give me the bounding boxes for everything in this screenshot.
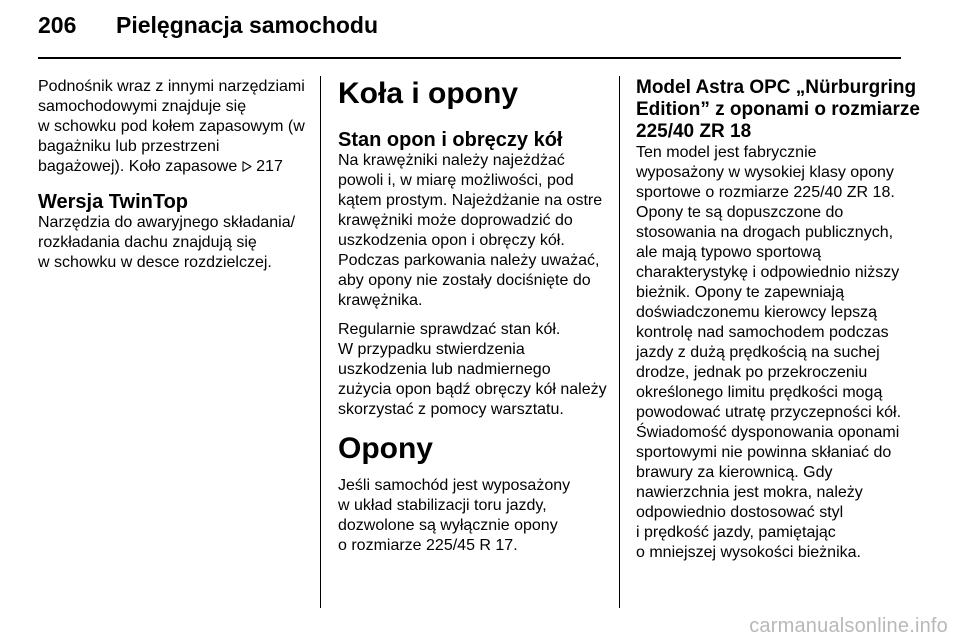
curb-paragraph [338,151,606,311]
text-line [38,157,306,177]
stability-paragraph [338,476,606,556]
text-line: odpowiednio dostosować styl [636,504,844,521]
text-line: nawierzchnia jest mokra, należy [636,484,863,501]
text-line: bagażniku lub przestrzeni [38,138,220,155]
subsection-heading-opc [636,77,920,143]
text-line: Narzędzia do awaryjnego składania/ [38,214,296,231]
text-line: kontrolę nad samochodem podczas [636,324,889,341]
text-line: stosowania na drogach publicznych, [636,224,894,241]
text-line: rozkładania dachu znajdują się [38,234,257,251]
chapter-title: Pielęgnacja samochodu [116,12,379,38]
twintop-paragraph [38,213,306,273]
text-line: uszkodzenia opon i obręczy kół. [338,232,565,249]
text-line: zużycia opon bądź obręczy kół należy [338,381,607,398]
text-line: w układ stabilizacji toru jazdy, [338,497,547,514]
text-line: Opony te są dopuszczone do [636,204,844,221]
watermark-text: carmanualsonline.info [749,615,948,637]
subsection-heading-condition: Stan opon i obręczy kół [338,129,563,151]
section-title-wheels: Koła i opony [338,77,518,110]
header-divider [38,57,901,59]
text-line: W przypadku stwierdzenia [338,341,525,358]
text-line: dozwolone są wyłącznie opony [338,517,558,534]
page-reference-arrow-icon [242,161,252,172]
text-line: powodować utratę przyczepności kół. [636,404,902,421]
text-line: bieżnik. Opony te zapewniają [636,284,845,301]
text-line: Świadomość dysponowania oponami [636,424,900,441]
text-line: Podnośnik wraz z innymi narzędziami [38,78,305,95]
section-title-tyres: Opony [338,432,433,465]
text-line: aby opony nie zostały dociśnięte do [338,272,591,289]
page-reference-link[interactable]: 217 [256,158,283,175]
heading-line: Model Astra OPC „Nürburgring [636,77,917,98]
text-line: w schowku w desce rozdzielczej. [38,254,272,271]
text-line: krawężnika. [338,292,423,309]
text-line: brawury za kierownicą. Gdy [636,464,833,481]
column-divider-1 [320,76,321,608]
text-line: kątem prostym. Najeżdżanie na ostre [338,192,603,209]
text-line: sportowe o rozmiarze 225/40 ZR 18. [636,184,895,201]
text-line: drodze, jednak po przekroczeniu [636,364,868,381]
heading-line: 225/40 ZR 18 [636,121,752,142]
text-line: samochodowymi znajduje się [38,98,247,115]
spare-wheel-text: bagażowej). Koło zapasowe [38,158,238,175]
text-line: i prędkość jazdy, pamiętając [636,524,836,541]
text-line: o rozmiarze 225/45 R 17. [338,537,518,554]
text-line: Regularnie sprawdzać stan kół. [338,321,561,338]
text-line: Na krawężniki należy najeżdżać [338,152,565,169]
text-line: doświadczonemu kierowcy lepszą [636,304,877,321]
page-header [38,12,378,46]
text-line: Ten model jest fabrycznie [636,144,817,161]
text-line: charakterystykę i odpowiednio niższy [636,264,900,281]
text-line: Podczas parkowania należy uważać, [338,252,600,269]
column-3 [636,77,920,572]
text-line: w schowku pod kołem zapasowym (w [38,118,305,135]
column-1 [38,77,306,282]
column-2 [338,77,606,565]
inspection-paragraph [338,320,606,420]
jack-paragraph [38,77,306,177]
text-line: jazdy z dużą prędkością na suchej [636,344,880,361]
text-line: wyposażony w wysokiej klasy opony [636,164,894,181]
section-heading-twintop: Wersja TwinTop [38,191,189,213]
text-line: Jeśli samochód jest wyposażony [338,477,571,494]
column-divider-2 [619,76,620,608]
page-number: 206 [38,12,77,38]
opc-paragraph [636,143,906,563]
text-line: powoli i, w miarę możliwości, pod [338,172,574,189]
text-line: uszkodzenia lub nadmiernego [338,361,551,378]
text-line: krawężniki może doprowadzić do [338,212,573,229]
text-line: ale mają typowo sportową [636,244,821,261]
heading-line: Edition” z oponami o rozmiarze [636,99,920,120]
text-line: sportowymi nie powinna skłaniać do [636,444,892,461]
text-line: o mniejszej wysokości bieżnika. [636,544,861,561]
text-line: określonego limitu prędkości mogą [636,384,883,401]
text-line: skorzystać z pomocy warsztatu. [338,401,564,418]
